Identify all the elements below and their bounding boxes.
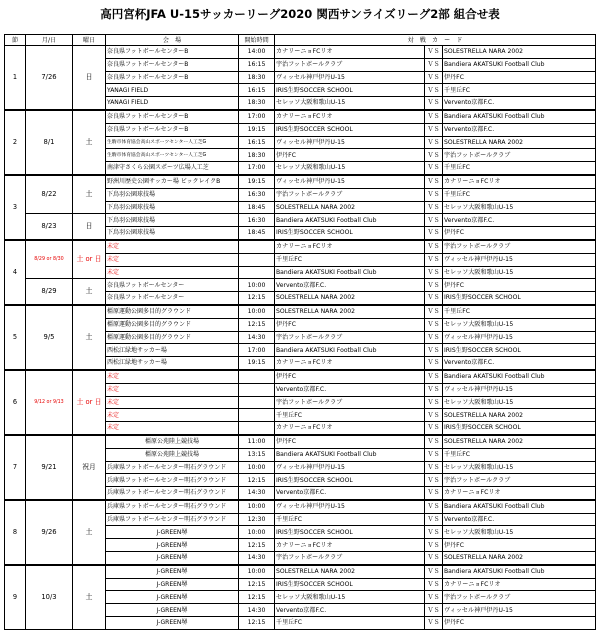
- away-team: 伊丹FC: [443, 227, 596, 240]
- home-team: 宇治フットボールクラブ: [275, 188, 425, 201]
- vs-label: ＶＳ: [425, 136, 443, 149]
- away-team: セレッソ大阪和歌山U-15: [443, 526, 596, 539]
- header-card: 対 戦 カ ー ド: [275, 35, 596, 46]
- round-number: 7: [5, 435, 26, 500]
- time-cell: 14:30: [239, 604, 275, 617]
- away-team: 千里丘FC: [443, 162, 596, 175]
- vs-label: ＶＳ: [425, 188, 443, 201]
- time-cell: 10:00: [239, 500, 275, 513]
- away-team: Vervento京都F.C.: [443, 513, 596, 526]
- vs-label: ＶＳ: [425, 253, 443, 266]
- away-team: Bandiera AKATSUKI Football Club: [443, 500, 596, 513]
- venue-cell: J-GREEN堺: [106, 552, 239, 565]
- venue-cell: J-GREEN堺: [106, 526, 239, 539]
- venue-cell: 奈良県フットボールセンターB: [106, 123, 239, 136]
- time-cell: 14:30: [239, 331, 275, 344]
- home-team: 伊丹FC: [275, 318, 425, 331]
- vs-label: ＶＳ: [425, 396, 443, 409]
- header-section: 節: [5, 35, 26, 46]
- away-team: Bandiera AKATSUKI Football Club: [443, 58, 596, 71]
- page-title: 高円宮杯JFA U-15サッカーリーグ2020 関西サンライズリーグ2部 組合せ表: [100, 7, 500, 21]
- home-team: ヴィッセル神戸伊丹U-15: [275, 136, 425, 149]
- time-cell: 12:15: [239, 578, 275, 591]
- home-team: Vervento京都F.C.: [275, 487, 425, 500]
- venue-cell: 奈良県フットボールセンター: [106, 292, 239, 305]
- home-team: Bandiera AKATSUKI Football Club: [275, 266, 425, 279]
- vs-label: ＶＳ: [425, 526, 443, 539]
- round-number: 5: [5, 305, 26, 370]
- time-cell: [239, 422, 275, 435]
- match-row: [5, 279, 596, 292]
- venue-cell: 兵庫県フットボールセンター明石グラウンド: [106, 474, 239, 487]
- home-team: 伊丹FC: [275, 149, 425, 162]
- venue-cell: J-GREEN堺: [106, 539, 239, 552]
- round-number: 4: [5, 240, 26, 305]
- venue-cell: J-GREEN堺: [106, 591, 239, 604]
- venue-cell: 橿原公苑陸上競技場: [106, 435, 239, 448]
- time-cell: 19:15: [239, 123, 275, 136]
- match-weekday: 土: [73, 279, 106, 305]
- time-cell: 14:00: [239, 46, 275, 59]
- vs-label: ＶＳ: [425, 591, 443, 604]
- time-cell: 10:00: [239, 305, 275, 318]
- home-team: 伊丹FC: [275, 435, 425, 448]
- time-cell: [239, 253, 275, 266]
- vs-label: ＶＳ: [425, 175, 443, 188]
- match-row: [5, 214, 596, 227]
- time-cell: 10:00: [239, 279, 275, 292]
- vs-label: ＶＳ: [425, 435, 443, 448]
- venue-cell: J-GREEN堺: [106, 578, 239, 591]
- away-team: 伊丹FC: [443, 71, 596, 84]
- venue-cell: 奈良県フットボールセンターB: [106, 110, 239, 123]
- home-team: カナリーニョFCリオ: [275, 240, 425, 253]
- time-cell: 12:15: [239, 591, 275, 604]
- away-team: SOLESTRELLA NARA 2002: [443, 136, 596, 149]
- match-date: 8/23: [26, 214, 73, 240]
- home-team: IRIS生野SOCCER SCHOOL: [275, 474, 425, 487]
- header-row: [5, 35, 596, 46]
- match-date: 9/26: [26, 500, 73, 565]
- away-team: Vervento京都F.C.: [443, 97, 596, 110]
- vs-label: ＶＳ: [425, 58, 443, 71]
- home-team: セレッソ大阪和歌山U-15: [275, 162, 425, 175]
- away-team: 千里丘FC: [443, 305, 596, 318]
- venue-cell: 野洲川歴史公園サッカー場 ビックレイクB: [106, 175, 239, 188]
- header-date: 月/日: [26, 35, 73, 46]
- away-team: SOLESTRELLA NARA 2002: [443, 552, 596, 565]
- time-cell: 18:30: [239, 97, 275, 110]
- vs-label: ＶＳ: [425, 409, 443, 422]
- time-cell: 17:00: [239, 344, 275, 357]
- time-cell: [239, 383, 275, 396]
- home-team: 宇治フットボールクラブ: [275, 396, 425, 409]
- time-cell: 18:45: [239, 201, 275, 214]
- vs-label: ＶＳ: [425, 513, 443, 526]
- vs-label: ＶＳ: [425, 500, 443, 513]
- vs-label: ＶＳ: [425, 279, 443, 292]
- home-team: Bandiera AKATSUKI Football Club: [275, 214, 425, 227]
- time-cell: 16:15: [239, 84, 275, 97]
- vs-label: ＶＳ: [425, 552, 443, 565]
- match-weekday: 日: [73, 46, 106, 110]
- venue-cell: 未定: [106, 253, 239, 266]
- vs-label: ＶＳ: [425, 123, 443, 136]
- home-team: 伊丹FC: [275, 370, 425, 383]
- away-team: セレッソ大阪和歌山U-15: [443, 266, 596, 279]
- vs-label: ＶＳ: [425, 617, 443, 630]
- home-team: 宇治フットボールクラブ: [275, 331, 425, 344]
- venue-cell: 奈良県フットボールセンターB: [106, 58, 239, 71]
- round-number: 6: [5, 370, 26, 435]
- round-number: 9: [5, 565, 26, 629]
- venue-cell: 奈良県フットボールセンターB: [106, 46, 239, 59]
- venue-cell: 未定: [106, 383, 239, 396]
- time-cell: 17:00: [239, 110, 275, 123]
- vs-label: ＶＳ: [425, 71, 443, 84]
- time-cell: 18:30: [239, 149, 275, 162]
- venue-cell: 橿原運動公園多目的グラウンド: [106, 305, 239, 318]
- match-weekday: 土 or 日: [73, 370, 106, 435]
- venue-cell: 下鳥羽公園球技場: [106, 188, 239, 201]
- venue-cell: 下鳥羽公園球技場: [106, 214, 239, 227]
- away-team: 宇治フットボールクラブ: [443, 591, 596, 604]
- home-team: Bandiera AKATSUKI Football Club: [275, 344, 425, 357]
- time-cell: 17:00: [239, 162, 275, 175]
- home-team: SOLESTRELLA NARA 2002: [275, 201, 425, 214]
- venue-cell: 未定: [106, 370, 239, 383]
- venue-cell: 兵庫県フットボールセンター明石グラウンド: [106, 487, 239, 500]
- venue-cell: 未定: [106, 409, 239, 422]
- match-row: [5, 435, 596, 448]
- home-team: IRIS生野SOCCER SCHOOL: [275, 84, 425, 97]
- match-row: [5, 240, 596, 253]
- venue-cell: 西松江緑地サッカー場: [106, 344, 239, 357]
- time-cell: 18:45: [239, 227, 275, 240]
- venue-cell: 下鳥羽公園球技場: [106, 201, 239, 214]
- time-cell: [239, 266, 275, 279]
- venue-cell: 奈良県フットボールセンターB: [106, 71, 239, 84]
- home-team: IRIS生野SOCCER SCHOOL: [275, 526, 425, 539]
- home-team: セレッソ大阪和歌山U-15: [275, 97, 425, 110]
- away-team: SOLESTRELLA NARA 2002: [443, 46, 596, 59]
- away-team: セレッソ大阪和歌山U-15: [443, 396, 596, 409]
- away-team: 宇治フットボールクラブ: [443, 240, 596, 253]
- time-cell: [239, 409, 275, 422]
- away-team: IRIS生野SOCCER SCHOOL: [443, 292, 596, 305]
- home-team: 千里丘FC: [275, 617, 425, 630]
- vs-label: ＶＳ: [425, 110, 443, 123]
- venue-cell: 兵庫県フットボールセンター明石グラウンド: [106, 461, 239, 474]
- vs-label: ＶＳ: [425, 370, 443, 383]
- vs-label: ＶＳ: [425, 539, 443, 552]
- away-team: IRIS生野SOCCER SCHOOL: [443, 344, 596, 357]
- away-team: Bandiera AKATSUKI Football Club: [443, 370, 596, 383]
- time-cell: [239, 370, 275, 383]
- away-team: 千里丘FC: [443, 448, 596, 461]
- away-team: 伊丹FC: [443, 279, 596, 292]
- round-number: 8: [5, 500, 26, 565]
- time-cell: [239, 396, 275, 409]
- vs-label: ＶＳ: [425, 149, 443, 162]
- match-row: [5, 46, 596, 59]
- vs-label: ＶＳ: [425, 344, 443, 357]
- match-row: [5, 500, 596, 513]
- home-team: カナリーニョFCリオ: [275, 110, 425, 123]
- time-cell: 11:00: [239, 435, 275, 448]
- home-team: ヴィッセル神戸伊丹U-15: [275, 175, 425, 188]
- home-team: カナリーニョFCリオ: [275, 422, 425, 435]
- home-team: 千里丘FC: [275, 253, 425, 266]
- vs-label: ＶＳ: [425, 266, 443, 279]
- home-team: 千里丘FC: [275, 409, 425, 422]
- header-time: 開始時間: [239, 35, 275, 46]
- vs-label: ＶＳ: [425, 565, 443, 578]
- time-cell: 10:00: [239, 565, 275, 578]
- vs-label: ＶＳ: [425, 487, 443, 500]
- venue-cell: 橿原運動公園多目的グラウンド: [106, 331, 239, 344]
- match-row: [5, 305, 596, 318]
- away-team: 千里丘FC: [443, 188, 596, 201]
- home-team: ヴィッセル神戸伊丹U-15: [275, 500, 425, 513]
- away-team: ヴィッセル神戸伊丹U-15: [443, 383, 596, 396]
- match-row: [5, 175, 596, 188]
- match-weekday: 土: [73, 500, 106, 565]
- home-team: IRIS生野SOCCER SCHOOL: [275, 227, 425, 240]
- vs-label: ＶＳ: [425, 46, 443, 59]
- match-weekday: 土: [73, 305, 106, 370]
- time-cell: [239, 240, 275, 253]
- venue-cell: YANAGI FIELD: [106, 97, 239, 110]
- time-cell: 19:15: [239, 175, 275, 188]
- venue-cell: 未定: [106, 266, 239, 279]
- home-team: カナリーニョFCリオ: [275, 357, 425, 370]
- venue-cell: 未定: [106, 422, 239, 435]
- away-team: セレッソ大阪和歌山U-15: [443, 201, 596, 214]
- home-team: SOLESTRELLA NARA 2002: [275, 565, 425, 578]
- match-date: 8/29: [26, 279, 73, 305]
- match-date: 8/29 or 8/30: [26, 240, 73, 279]
- home-team: ヴィッセル神戸伊丹U-15: [275, 461, 425, 474]
- vs-label: ＶＳ: [425, 292, 443, 305]
- header-venue: 会 場: [106, 35, 239, 46]
- home-team: IRIS生野SOCCER SCHOOL: [275, 123, 425, 136]
- venue-cell: J-GREEN堺: [106, 565, 239, 578]
- match-row: [5, 370, 596, 383]
- match-weekday: 土: [73, 110, 106, 175]
- venue-cell: 生駒市体育協会高山スポーツセンター人工芝G: [106, 149, 239, 162]
- round-number: 1: [5, 46, 26, 110]
- time-cell: 16:30: [239, 188, 275, 201]
- vs-label: ＶＳ: [425, 422, 443, 435]
- time-cell: 13:15: [239, 448, 275, 461]
- vs-label: ＶＳ: [425, 84, 443, 97]
- venue-cell: YANAGI FIELD: [106, 84, 239, 97]
- away-team: SOLESTRELLA NARA 2002: [443, 435, 596, 448]
- vs-label: ＶＳ: [425, 201, 443, 214]
- away-team: ヴィッセル神戸伊丹U-15: [443, 253, 596, 266]
- time-cell: 10:00: [239, 461, 275, 474]
- home-team: SOLESTRELLA NARA 2002: [275, 292, 425, 305]
- venue-cell: 橿原運動公園多目的グラウンド: [106, 318, 239, 331]
- home-team: カナリーニョFCリオ: [275, 46, 425, 59]
- time-cell: 12:15: [239, 539, 275, 552]
- venue-cell: J-GREEN堺: [106, 604, 239, 617]
- vs-label: ＶＳ: [425, 461, 443, 474]
- away-team: 千里丘FC: [443, 84, 596, 97]
- venue-cell: 兵庫県フットボールセンター明石グラウンド: [106, 500, 239, 513]
- home-team: Vervento京都F.C.: [275, 604, 425, 617]
- away-team: カナリーニョFCリオ: [443, 487, 596, 500]
- match-row: [5, 110, 596, 123]
- away-team: ヴィッセル神戸伊丹U-15: [443, 604, 596, 617]
- vs-label: ＶＳ: [425, 97, 443, 110]
- venue-cell: 橿原公苑陸上競技場: [106, 448, 239, 461]
- home-team: カナリーニョFCリオ: [275, 539, 425, 552]
- time-cell: 12:15: [239, 474, 275, 487]
- time-cell: 12:15: [239, 292, 275, 305]
- away-team: 伊丹FC: [443, 539, 596, 552]
- home-team: 宇治フットボールクラブ: [275, 58, 425, 71]
- vs-label: ＶＳ: [425, 305, 443, 318]
- home-team: IRIS生野SOCCER SCHOOL: [275, 578, 425, 591]
- vs-label: ＶＳ: [425, 357, 443, 370]
- match-weekday: 祝月: [73, 435, 106, 500]
- away-team: Vervento京都F.C.: [443, 123, 596, 136]
- away-team: Bandiera AKATSUKI Football Club: [443, 110, 596, 123]
- time-cell: 16:15: [239, 136, 275, 149]
- time-cell: 18:30: [239, 71, 275, 84]
- match-weekday: 土: [73, 175, 106, 214]
- vs-label: ＶＳ: [425, 604, 443, 617]
- time-cell: 14:30: [239, 487, 275, 500]
- match-row: [5, 565, 596, 578]
- away-team: 宇治フットボールクラブ: [443, 474, 596, 487]
- match-date: 10/3: [26, 565, 73, 629]
- away-team: Bandiera AKATSUKI Football Club: [443, 565, 596, 578]
- time-cell: 16:30: [239, 214, 275, 227]
- away-team: 宇治フットボールクラブ: [443, 149, 596, 162]
- venue-cell: 生駒市体育協会高山スポーツセンター人工芝G: [106, 136, 239, 149]
- venue-cell: 奈良県フットボールセンター: [106, 279, 239, 292]
- away-team: セレッソ大阪和歌山U-15: [443, 461, 596, 474]
- time-cell: 12:30: [239, 513, 275, 526]
- away-team: SOLESTRELLA NARA 2002: [443, 409, 596, 422]
- time-cell: 10:00: [239, 526, 275, 539]
- home-team: 千里丘FC: [275, 513, 425, 526]
- match-date: 9/21: [26, 435, 73, 500]
- vs-label: ＶＳ: [425, 474, 443, 487]
- away-team: カナリーニョFCリオ: [443, 175, 596, 188]
- home-team: Bandiera AKATSUKI Football Club: [275, 448, 425, 461]
- venue-cell: 未定: [106, 396, 239, 409]
- schedule-body: [5, 46, 596, 630]
- home-team: Vervento京都F.C.: [275, 279, 425, 292]
- header-weekday: 曜日: [73, 35, 106, 46]
- match-date: 9/5: [26, 305, 73, 370]
- venue-cell: 未定: [106, 240, 239, 253]
- match-date: 8/22: [26, 175, 73, 214]
- venue-cell: J-GREEN堺: [106, 617, 239, 630]
- home-team: セレッソ大阪和歌山U-15: [275, 591, 425, 604]
- time-cell: 19:15: [239, 357, 275, 370]
- time-cell: 16:15: [239, 58, 275, 71]
- vs-label: ＶＳ: [425, 240, 443, 253]
- away-team: Vervento京都F.C.: [443, 357, 596, 370]
- home-team: 宇治フットボールクラブ: [275, 552, 425, 565]
- away-team: セレッソ大阪和歌山U-15: [443, 318, 596, 331]
- vs-label: ＶＳ: [425, 318, 443, 331]
- away-team: カナリーニョFCリオ: [443, 578, 596, 591]
- time-cell: 12:15: [239, 318, 275, 331]
- home-team: SOLESTRELLA NARA 2002: [275, 305, 425, 318]
- venue-cell: 下鳥羽公園球技場: [106, 227, 239, 240]
- round-number: 2: [5, 110, 26, 175]
- match-weekday: 日: [73, 214, 106, 240]
- match-weekday: 土 or 日: [73, 240, 106, 279]
- away-team: IRIS生野SOCCER SCHOOL: [443, 422, 596, 435]
- match-date: 9/12 or 9/13: [26, 370, 73, 435]
- vs-label: ＶＳ: [425, 448, 443, 461]
- vs-label: ＶＳ: [425, 578, 443, 591]
- time-cell: 14:30: [239, 552, 275, 565]
- match-date: 7/26: [26, 46, 73, 110]
- away-team: 伊丹FC: [443, 617, 596, 630]
- away-team: Vervento京都F.C.: [443, 214, 596, 227]
- schedule-table: [4, 34, 596, 630]
- venue-cell: 兵庫県フットボールセンター明石グラウンド: [106, 513, 239, 526]
- time-cell: 12:15: [239, 617, 275, 630]
- vs-label: ＶＳ: [425, 162, 443, 175]
- venue-cell: 西松江緑地サッカー場: [106, 357, 239, 370]
- vs-label: ＶＳ: [425, 214, 443, 227]
- round-number: 3: [5, 175, 26, 240]
- home-team: Vervento京都F.C.: [275, 383, 425, 396]
- match-date: 8/1: [26, 110, 73, 175]
- vs-label: ＶＳ: [425, 383, 443, 396]
- venue-cell: 南津守さくら公園スポーツ広場人工芝: [106, 162, 239, 175]
- vs-label: ＶＳ: [425, 331, 443, 344]
- match-weekday: 土: [73, 565, 106, 629]
- home-team: ヴィッセル神戸伊丹U-15: [275, 71, 425, 84]
- vs-label: ＶＳ: [425, 227, 443, 240]
- away-team: ヴィッセル神戸伊丹U-15: [443, 331, 596, 344]
